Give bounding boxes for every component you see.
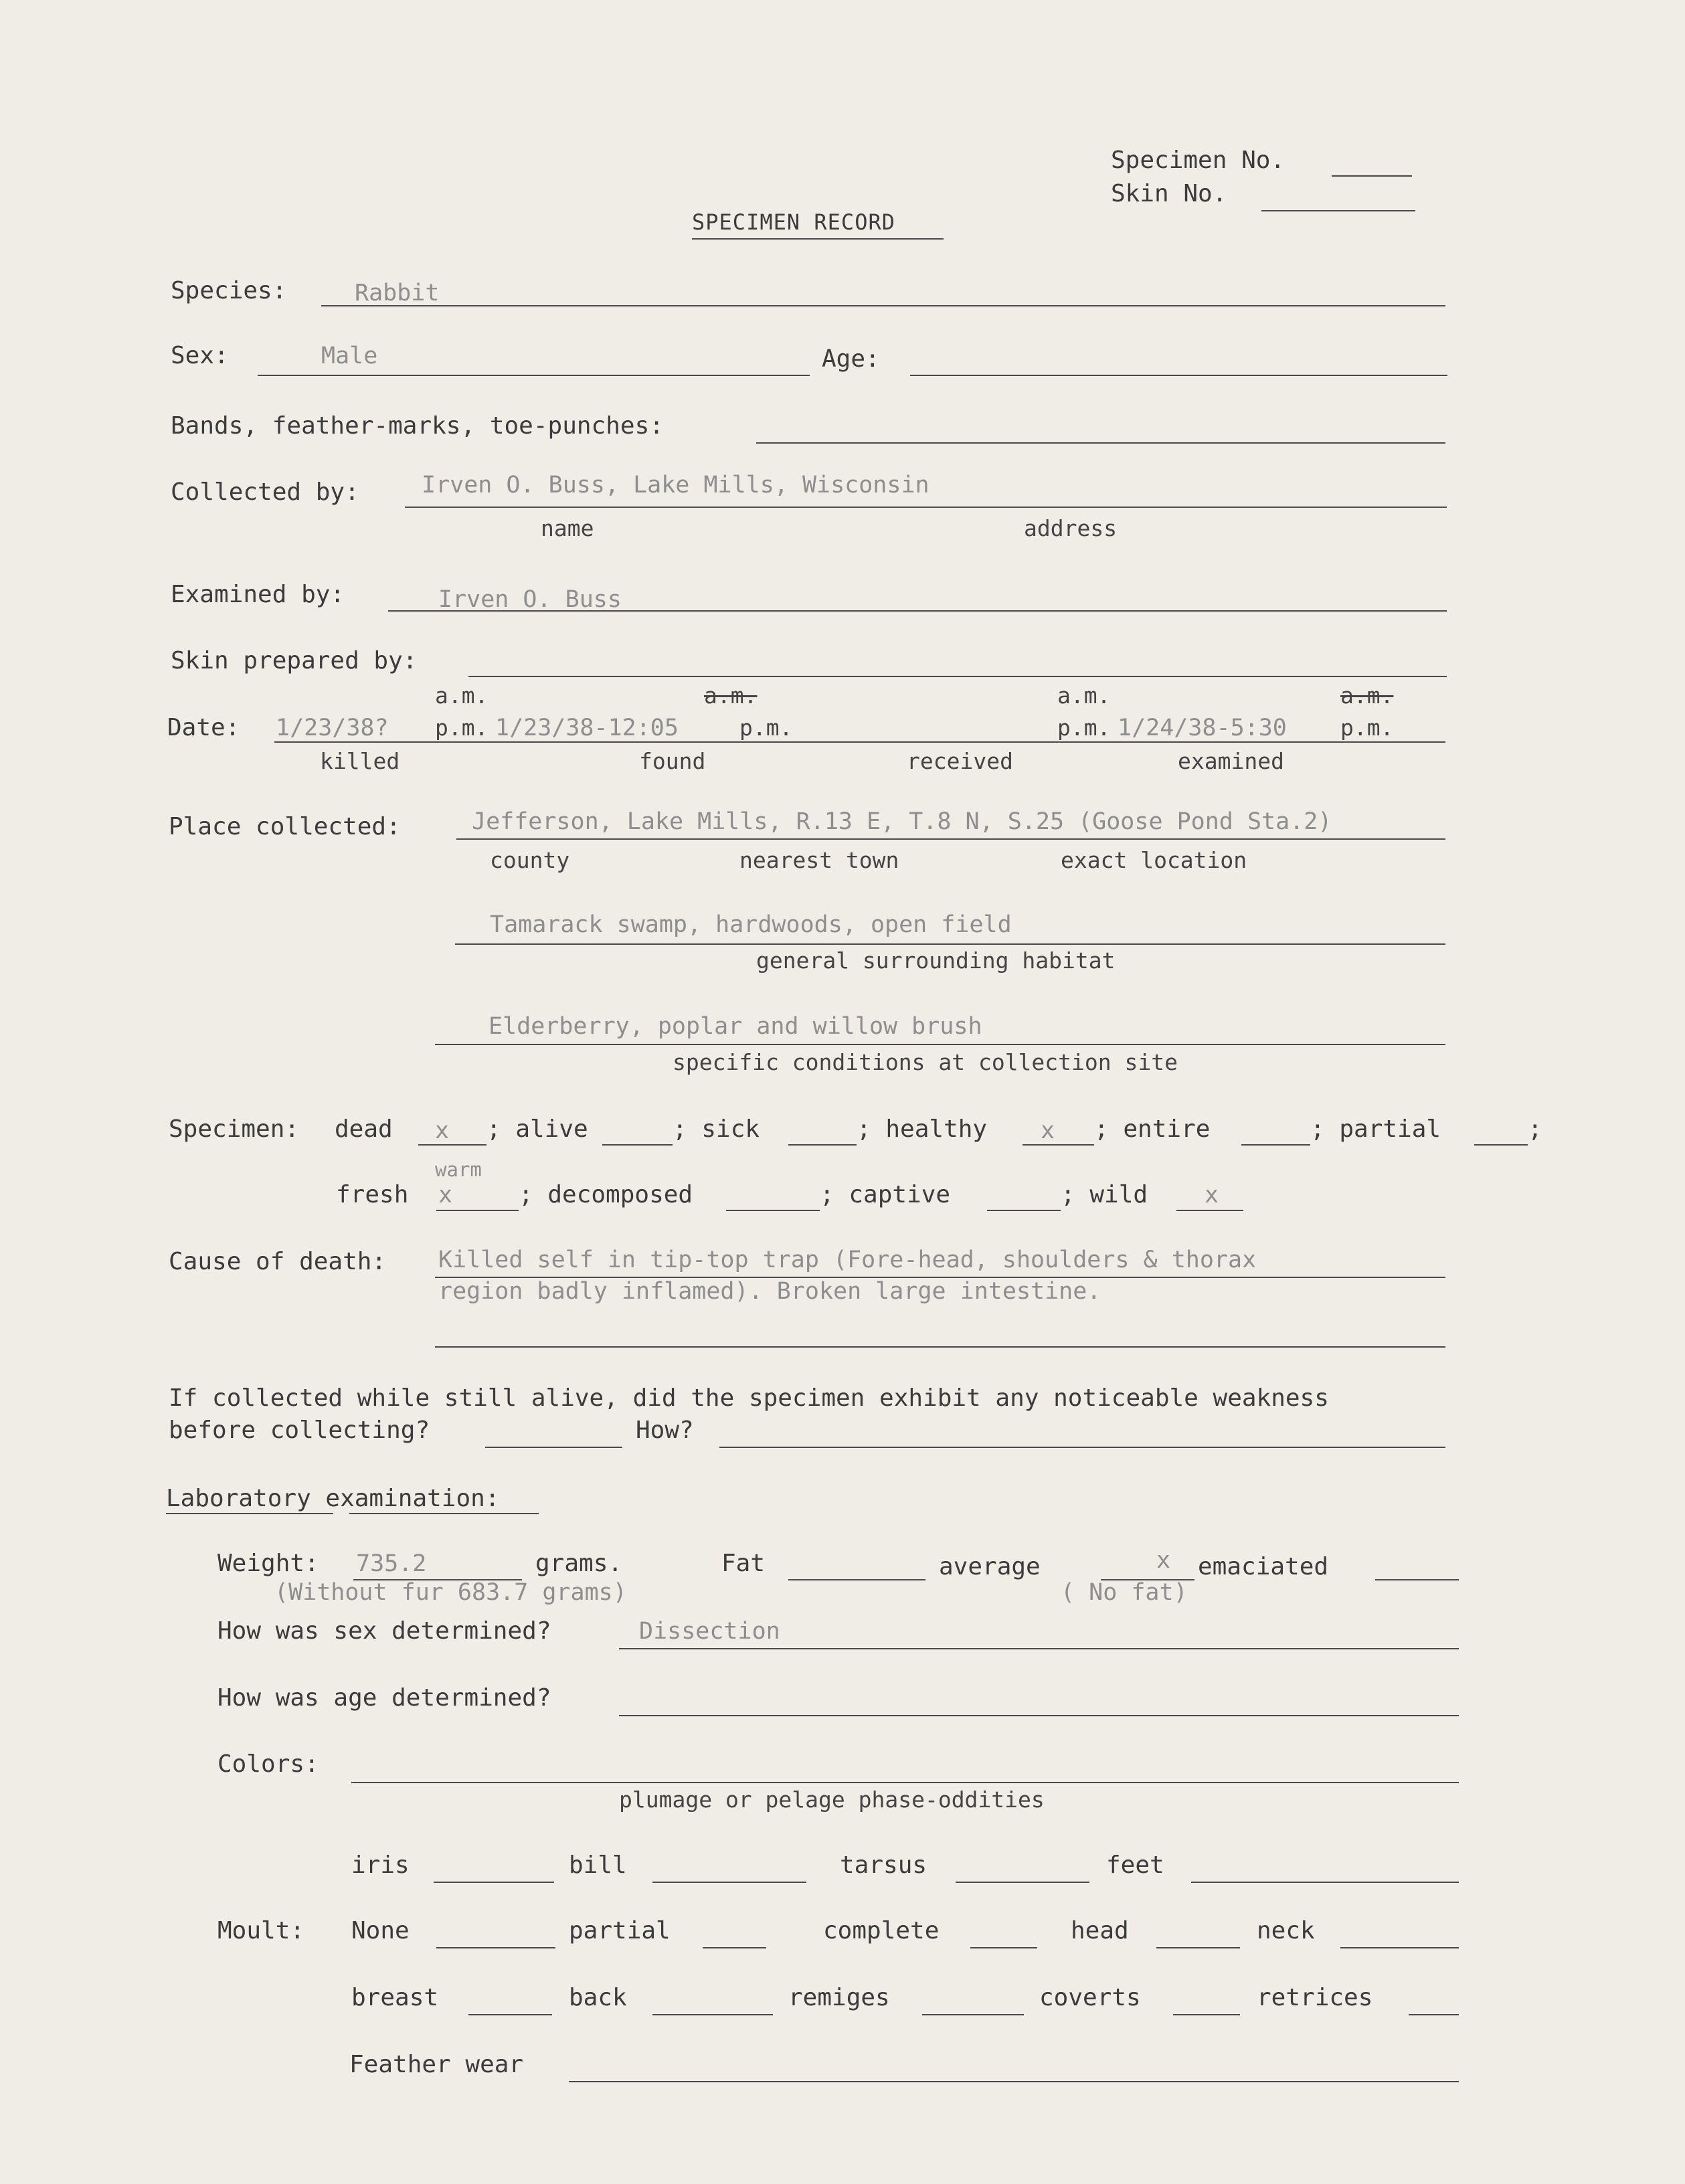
- date-field[interactable]: [274, 741, 1445, 743]
- moult-label: Moult:: [217, 1917, 305, 1944]
- specimen-no-label: Specimen No.: [1111, 147, 1285, 174]
- breast-label: breast: [351, 1984, 439, 2011]
- healthy-label: ; healthy: [857, 1115, 988, 1143]
- cause-label: Cause of death:: [169, 1248, 387, 1275]
- lab-underline-2: [349, 1513, 539, 1514]
- colors-field[interactable]: [351, 1782, 1459, 1783]
- moult-none-label: None: [351, 1917, 410, 1944]
- fresh-label: fresh: [336, 1181, 409, 1208]
- species-label: Species:: [171, 277, 287, 304]
- weakness-field[interactable]: [485, 1447, 622, 1448]
- age-field[interactable]: [910, 375, 1447, 376]
- fat-label: Fat: [721, 1550, 766, 1577]
- emaciated-field[interactable]: [1375, 1579, 1459, 1580]
- no-fat-note: ( No fat): [1061, 1579, 1188, 1606]
- skin-no-field[interactable]: [1261, 210, 1415, 211]
- healthy-mark: x: [1041, 1117, 1055, 1144]
- moult-neck-label: neck: [1257, 1917, 1315, 1944]
- lab-label: Laboratory examination:: [166, 1485, 500, 1512]
- dead-field[interactable]: [418, 1144, 486, 1146]
- moult-complete-field[interactable]: [970, 1947, 1037, 1948]
- decomposed-field[interactable]: [726, 1210, 820, 1211]
- dead-label: dead: [335, 1115, 393, 1143]
- received-caption: received: [907, 748, 1013, 774]
- moult-partial-label: partial: [569, 1917, 671, 1944]
- how-label: How?: [636, 1417, 694, 1444]
- town-caption: nearest town: [739, 847, 899, 873]
- pm-received: p.m.: [1057, 715, 1111, 741]
- conditions-value: Elderberry, poplar and willow brush: [489, 1013, 982, 1040]
- bill-label: bill: [569, 1851, 627, 1879]
- sex-label: Sex:: [171, 342, 229, 369]
- fat-field[interactable]: [788, 1579, 925, 1580]
- partial-label: ; partial: [1310, 1115, 1441, 1143]
- coverts-label: coverts: [1039, 1984, 1141, 2011]
- wild-mark: x: [1205, 1182, 1219, 1208]
- wild-field[interactable]: [1176, 1210, 1243, 1211]
- breast-field[interactable]: [468, 2014, 552, 2015]
- captive-label: ; captive: [820, 1181, 951, 1208]
- iris-field[interactable]: [434, 1882, 554, 1883]
- moult-head-field[interactable]: [1156, 1947, 1240, 1948]
- sick-field[interactable]: [788, 1144, 857, 1146]
- retrices-label: retrices: [1257, 1984, 1373, 2011]
- age-label: Age:: [822, 345, 880, 373]
- collected-field[interactable]: [405, 507, 1447, 508]
- county-caption: county: [490, 847, 570, 873]
- emaciated-label: emaciated: [1198, 1553, 1329, 1580]
- back-label: back: [569, 1984, 627, 2011]
- average-label: average: [939, 1553, 1041, 1580]
- coverts-field[interactable]: [1173, 2014, 1240, 2015]
- captive-field[interactable]: [987, 1210, 1061, 1211]
- conditions-field[interactable]: [435, 1044, 1445, 1045]
- moult-partial-field[interactable]: [703, 1947, 766, 1948]
- skin-prepared-field[interactable]: [468, 676, 1447, 677]
- feather-wear-label: Feather wear: [349, 2051, 524, 2078]
- decomposed-label: ; decomposed: [519, 1181, 693, 1208]
- feather-wear-field[interactable]: [569, 2081, 1459, 2082]
- place-value: Jefferson, Lake Mills, R.13 E, T.8 N, S.25 (Goose Pond Sta.2): [472, 808, 1332, 835]
- am-examined: a.m.: [1340, 682, 1394, 709]
- pm-killed: p.m.: [435, 715, 489, 741]
- examined-field[interactable]: [388, 610, 1447, 612]
- grams-label: grams.: [535, 1550, 623, 1577]
- alive-label: ; alive: [486, 1115, 588, 1143]
- wild-label: ; wild: [1061, 1181, 1148, 1208]
- habitat-field[interactable]: [455, 943, 1445, 945]
- alive-question-line-2: before collecting?: [169, 1417, 430, 1444]
- name-caption: name: [541, 515, 594, 541]
- sex-method-field[interactable]: [619, 1648, 1459, 1649]
- moult-none-field[interactable]: [436, 1947, 555, 1948]
- date-killed-value: 1/23/38?: [276, 715, 389, 741]
- am-found: a.m.: [704, 682, 758, 709]
- retrices-field[interactable]: [1409, 2014, 1459, 2015]
- page-title: SPECIMEN RECORD: [692, 209, 895, 235]
- moult-neck-field[interactable]: [1340, 1947, 1459, 1948]
- bill-field[interactable]: [652, 1882, 806, 1883]
- specimen-no-field[interactable]: [1332, 175, 1412, 177]
- specimen-end: ;: [1528, 1115, 1542, 1143]
- specimen-label: Specimen:: [169, 1115, 300, 1143]
- conditions-caption: specific conditions at collection site: [673, 1049, 1178, 1075]
- alive-question-line-1: If collected while still alive, did the specimen exhibit any noticeable weakness: [169, 1384, 1329, 1412]
- iris-label: iris: [351, 1851, 410, 1879]
- how-field[interactable]: [719, 1447, 1445, 1448]
- partial-field[interactable]: [1474, 1144, 1528, 1146]
- tarsus-field[interactable]: [956, 1882, 1089, 1883]
- cause-line-2: region badly inflamed). Broken large intestine.: [438, 1278, 1101, 1305]
- weight-label: Weight:: [217, 1550, 319, 1577]
- alive-field[interactable]: [602, 1144, 673, 1146]
- place-field[interactable]: [456, 838, 1445, 840]
- feet-field[interactable]: [1191, 1882, 1459, 1883]
- examined-label: Examined by:: [171, 581, 345, 608]
- found-caption: found: [639, 748, 706, 774]
- fresh-field[interactable]: [436, 1210, 519, 1211]
- am-killed: a.m.: [435, 682, 489, 709]
- date-label: Date:: [167, 714, 240, 741]
- pm-examined: p.m.: [1340, 715, 1394, 741]
- sex-field[interactable]: [258, 375, 810, 376]
- lab-underline-1: [166, 1513, 333, 1514]
- species-field[interactable]: [321, 305, 1445, 306]
- collected-label: Collected by:: [171, 478, 359, 506]
- cause-line-1: Killed self in tip-top trap (Fore-head, shoulders & thorax: [438, 1247, 1257, 1273]
- sick-label: ; sick: [673, 1115, 760, 1143]
- date-examined-value: 1/24/38-5:30: [1118, 715, 1287, 741]
- remiges-label: remiges: [788, 1984, 890, 2011]
- killed-caption: killed: [320, 748, 400, 774]
- sex-question: How was sex determined?: [217, 1617, 551, 1645]
- plumage-caption: plumage or pelage phase-oddities: [619, 1787, 1045, 1813]
- warm-note: warm: [435, 1158, 482, 1181]
- age-method-field[interactable]: [619, 1715, 1459, 1716]
- species-value: Rabbit: [355, 280, 440, 306]
- entire-label: ; entire: [1094, 1115, 1211, 1143]
- weight-value: 735.2: [356, 1550, 427, 1577]
- collected-value: Irven O. Buss, Lake Mills, Wisconsin: [422, 472, 929, 498]
- back-field[interactable]: [652, 2014, 773, 2015]
- title-underline: [692, 238, 944, 240]
- moult-head-label: head: [1071, 1917, 1129, 1944]
- age-question: How was age determined?: [217, 1684, 551, 1712]
- tarsus-label: tarsus: [840, 1851, 927, 1879]
- cause-field-2[interactable]: [435, 1346, 1445, 1348]
- colors-label: Colors:: [217, 1750, 319, 1778]
- examined-value: Irven O. Buss: [438, 586, 622, 613]
- entire-field[interactable]: [1241, 1144, 1310, 1146]
- dead-mark: x: [435, 1117, 450, 1144]
- average-mark: x: [1156, 1547, 1171, 1574]
- date-found-value: 1/23/38-12:05: [495, 715, 679, 741]
- habitat-caption: general surrounding habitat: [756, 947, 1116, 974]
- examined-caption: examined: [1178, 748, 1284, 774]
- pm-found: p.m.: [739, 715, 793, 741]
- without-fur-note: (Without fur 683.7 grams): [274, 1579, 627, 1606]
- bands-label: Bands, feather-marks, toe-punches:: [171, 412, 664, 440]
- address-caption: address: [1024, 515, 1118, 541]
- feet-label: feet: [1106, 1851, 1164, 1879]
- am-received: a.m.: [1057, 682, 1111, 709]
- healthy-field[interactable]: [1023, 1144, 1094, 1146]
- moult-complete-label: complete: [823, 1917, 940, 1944]
- location-caption: exact location: [1061, 847, 1247, 873]
- habitat-value: Tamarack swamp, hardwoods, open field: [490, 911, 1012, 938]
- sex-method-value: Dissection: [639, 1618, 780, 1645]
- fresh-mark: x: [438, 1182, 453, 1208]
- bands-field[interactable]: [756, 442, 1445, 444]
- skin-no-label: Skin No.: [1111, 180, 1227, 207]
- remiges-field[interactable]: [922, 2014, 1024, 2015]
- sex-value: Male: [321, 343, 378, 369]
- place-label: Place collected:: [169, 813, 401, 840]
- skin-prepared-label: Skin prepared by:: [171, 647, 418, 674]
